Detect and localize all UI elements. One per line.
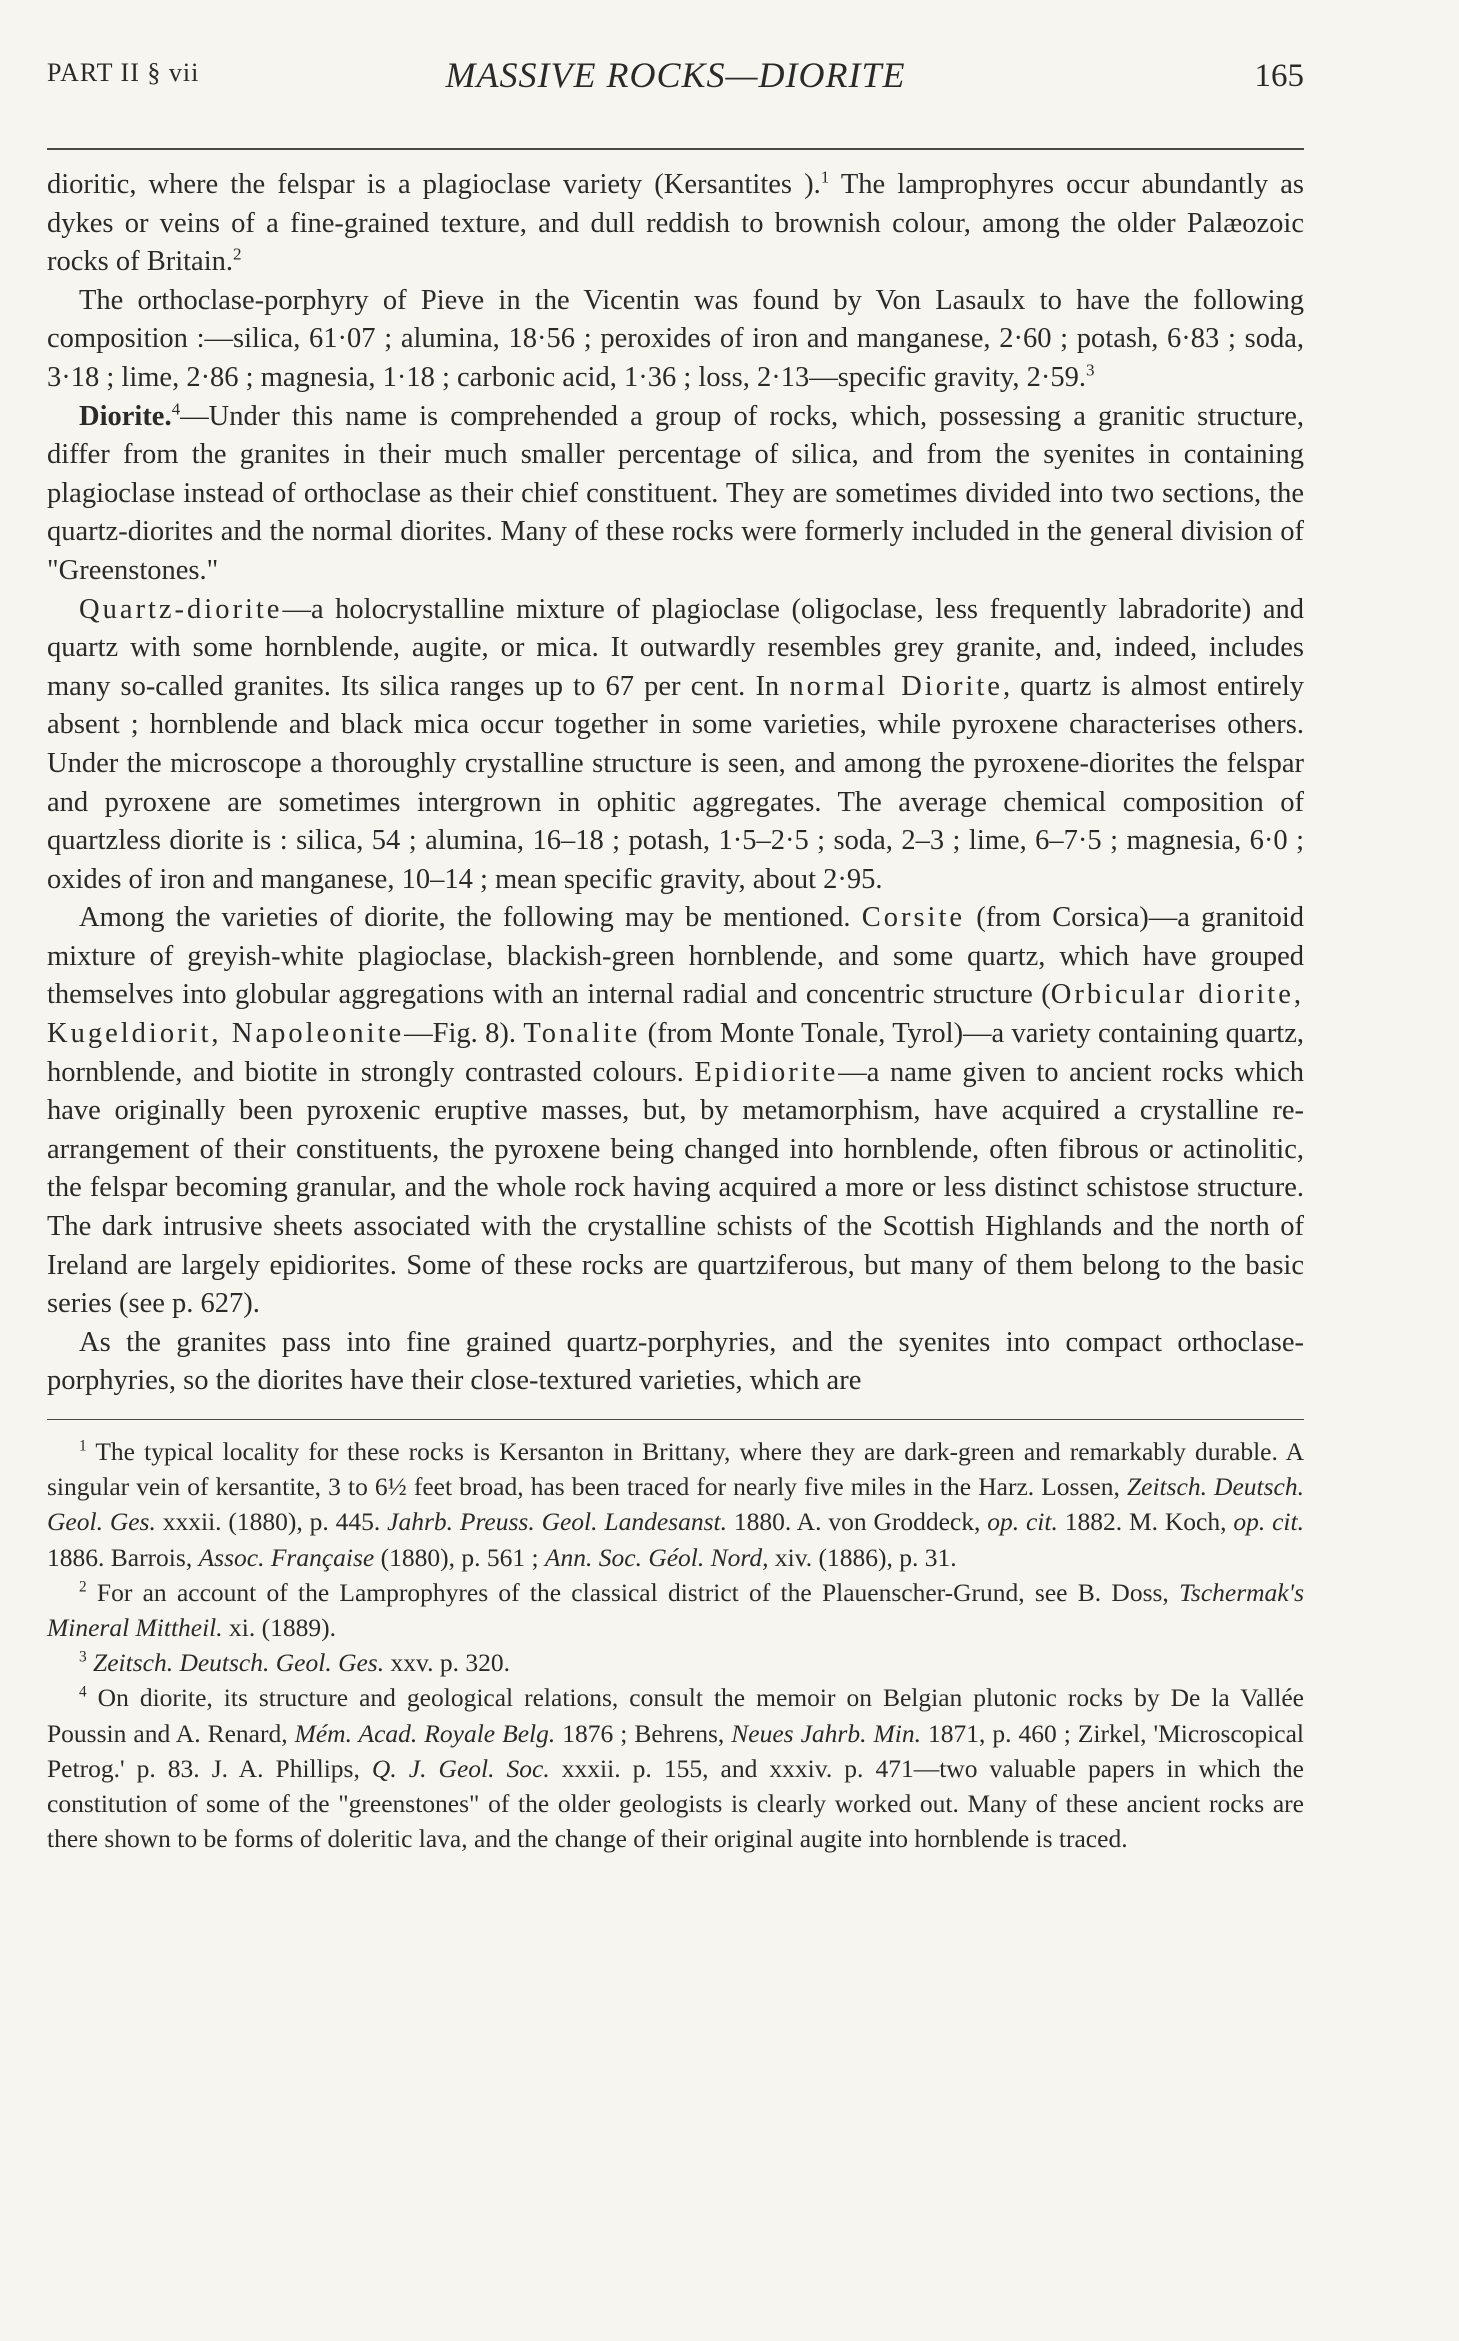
paragraph-text: (from Monte Tonale, Tyrol)—a variety containing quartz, hornblende, and biotite in strongly contrasted colours. (47, 1018, 1305, 1088)
footnote-number: 2 (79, 1578, 87, 1596)
running-title: MASSIVE ROCKS—DIORITE (445, 55, 906, 95)
paragraph-text: The lamprophyres occur abundantly as dykes or veins of a fine-grained texture, and dull reddish to brownish colour, among the older Palæozoic rocks of Britain. (47, 169, 1304, 278)
footnote-text: xxxii. (1880), p. 445. (155, 1507, 388, 1537)
paragraph (47, 591, 1304, 900)
footnote-number: 4 (79, 1683, 87, 1701)
rock-term: Tonalite (523, 1018, 641, 1050)
paragraph-text: Among the varieties of diorite, the following may be mentioned. (79, 902, 862, 934)
paragraph (47, 166, 1304, 282)
paragraph (47, 282, 1304, 398)
footnote (47, 1680, 1304, 1856)
paragraph-text: (from Corsica)—a granitoid mixture of greyish-white plagioclase, blackish-green hornblende, and some quartz, which have grouped themselves into globular aggregations with an internal radial and concentric structure ( (47, 902, 1304, 1011)
rock-term: normal Diorite (789, 670, 1003, 702)
citation: op. cit. (1233, 1507, 1304, 1537)
page-number: 165 (1254, 58, 1304, 94)
footnote-text: xxv. p. 320. (384, 1648, 510, 1678)
header-rule (47, 148, 1304, 150)
paragraph (47, 1324, 1304, 1401)
paragraph-text: The orthoclase-porphyry of Pieve in the Vicentin was found by Von Lasaulx to have the following composition :—silica, 61·07 ; alumina, 18·56 ; peroxides of iron and manganese, 2·60 ; potash, 6·83 ; soda, 3·18 ; lime, 2·86 ; magnesia, 1·18 ; carbonic acid, 1·36 ; loss, 2·13—specific gravity, 2·59. (47, 284, 1304, 393)
citation: Neues Jahrb. Min. (731, 1718, 921, 1748)
footnote-text: xi. (1889). (222, 1613, 336, 1643)
paragraph-text: , quartz is almost entirely absent ; hornblende and black mica occur together in some varieties, while pyroxene characterises others. Under the microscope a thoroughly crystalline structure is seen, and among the pyroxene-diorites the felspar and pyroxene are sometimes intergrown in ophitic aggregates. The average chemical composition of quartzless diorite is : silica, 54 ; alumina, 16–18 ; potash, 1·5–2·5 ; soda, 2–3 ; lime, 6–7·5 ; magnesia, 6·0 ; oxides of iron and manganese, 10–14 ; mean specific gravity, about 2·95. (47, 670, 1304, 895)
paragraph-text: —Under this name is comprehended a group of rocks, which, possessing a granitic structure, differ from the granites in their much smaller percentage of silica, and from the syenites in containing plagioclase instead of orthoclase as their chief constituent. They are sometimes divided into two sections, the quartz-diorites and the normal diorites. Many of these rocks were formerly included in the general division of "Greenstones." (47, 400, 1304, 586)
footnote-text: On diorite, its structure and geological relations, consult the memoir on Belgian plutonic rocks by De la Vallée Poussin and A. Renard, (47, 1683, 1304, 1748)
running-header (47, 48, 1304, 108)
citation: Ann. Soc. Géol. Nord, (544, 1542, 769, 1572)
footnote-text: 1876 ; Behrens, (555, 1718, 732, 1748)
footnote-text: The typical locality for these rocks is Kersanton in Brittany, where they are dark-green and remarkably durable. A singular vein of kersantite, 3 to 6½ feet broad, has been traced for nearly five miles in the Harz. Lossen, (47, 1437, 1304, 1502)
paragraph-text: As the granites pass into fine grained quartz-porphyries, and the syenites into compact orthoclase-porphyries, so the diorites have their close-textured varieties, which are (47, 1326, 1304, 1397)
footnote-ref[interactable]: 4 (171, 399, 181, 419)
rock-term: Corsite (861, 902, 966, 934)
footnote (47, 1575, 1304, 1645)
paragraph-text: —a holocrystalline mixture of plagioclase (oligoclase, less frequently labradorite) and quartz with some hornblende, augite, or mica. It outwardly resembles grey granite, and, indeed, includes many so-called granites. Its silica ranges up to 67 per cent. In (47, 593, 1304, 702)
footnote-ref[interactable]: 3 (1085, 360, 1095, 380)
paragraph-text: —Fig. 8). (404, 1018, 524, 1050)
citation: Zeitsch. Deutsch. Geol. Ges. (47, 1472, 1304, 1537)
rock-term: Epidiorite (694, 1056, 839, 1088)
citation: op. cit. (987, 1507, 1058, 1537)
citation: Zeitsch. Deutsch. Geol. Ges. (93, 1648, 385, 1678)
footnote-rule (47, 1419, 1304, 1420)
footnote-text: For an account of the Lamprophyres of the classical district of the Plauenscher-Grund, see B. Doss, (86, 1577, 1180, 1607)
footnotes (47, 1434, 1304, 1856)
footnote-number: 3 (79, 1648, 87, 1666)
paragraph-text: —a name given to ancient rocks which have originally been pyroxenic eruptive masses, but, by metamorphism, have acquired a crystalline re-arrangement of their constituents, the pyroxene being changed into hornblende, often fibrous or actinolitic, the felspar becoming granular, and the whole rock having acquired a more or less distinct schistose structure. The dark intrusive sheets associated with the crystalline schists of the Scottish Highlands and the north of Ireland are largely epidiorites. Some of these rocks are quartziferous, but many of them belong to the basic series (see p. 627). (47, 1056, 1304, 1320)
rock-term: Orbicular diorite, Kugeldiorit, Napoleonite (47, 979, 1304, 1050)
footnote-ref[interactable]: 2 (233, 244, 242, 264)
citation: Tschermak's Mineral Mittheil. (47, 1577, 1304, 1643)
paragraph (47, 398, 1304, 591)
footnote-ref[interactable]: 1 (820, 167, 830, 187)
citation: Jahrb. Preuss. Geol. Landesanst. (387, 1507, 727, 1537)
footnote-text: 1882. M. Koch, (1057, 1507, 1234, 1537)
part-section-label: PART II § vii (47, 58, 200, 87)
footnote-text: (1880), p. 561 ; (374, 1542, 545, 1572)
citation: Mém. Acad. Royale Belg. (294, 1718, 556, 1748)
paragraph (47, 899, 1304, 1324)
footnote-text: 1880. A. von Groddeck, (726, 1507, 988, 1537)
body-text (47, 166, 1304, 1401)
footnote (47, 1645, 1304, 1680)
paragraph-text: dioritic, where the felspar is a plagioclase variety (Kersantites ). (47, 169, 821, 200)
citation: Assoc. Française (198, 1542, 375, 1572)
footnote (47, 1434, 1304, 1575)
footnote-text: xxxii. p. 155, and xxxiv. p. 471—two valuable papers in which the constitution of some of the "greenstones" of the older geologists is clearly worked out. Many of these ancient rocks are there shown to be forms of doleritic lava, and the change of their original augite into hornblende is traced. (47, 1753, 1304, 1854)
footnote-number: 1 (79, 1437, 87, 1455)
citation: Q. J. Geol. Soc. (371, 1753, 550, 1783)
footnote-text: 1886. Barrois, (47, 1542, 199, 1572)
footnote-text: xiv. (1886), p. 31. (768, 1542, 957, 1572)
section-term: Diorite. (79, 400, 172, 432)
footnote-text: 1871, p. 460 ; Zirkel, 'Microscopical Petrog.' p. 83. J. A. Phillips, (47, 1718, 1304, 1783)
rock-term: Quartz-diorite (79, 593, 283, 625)
